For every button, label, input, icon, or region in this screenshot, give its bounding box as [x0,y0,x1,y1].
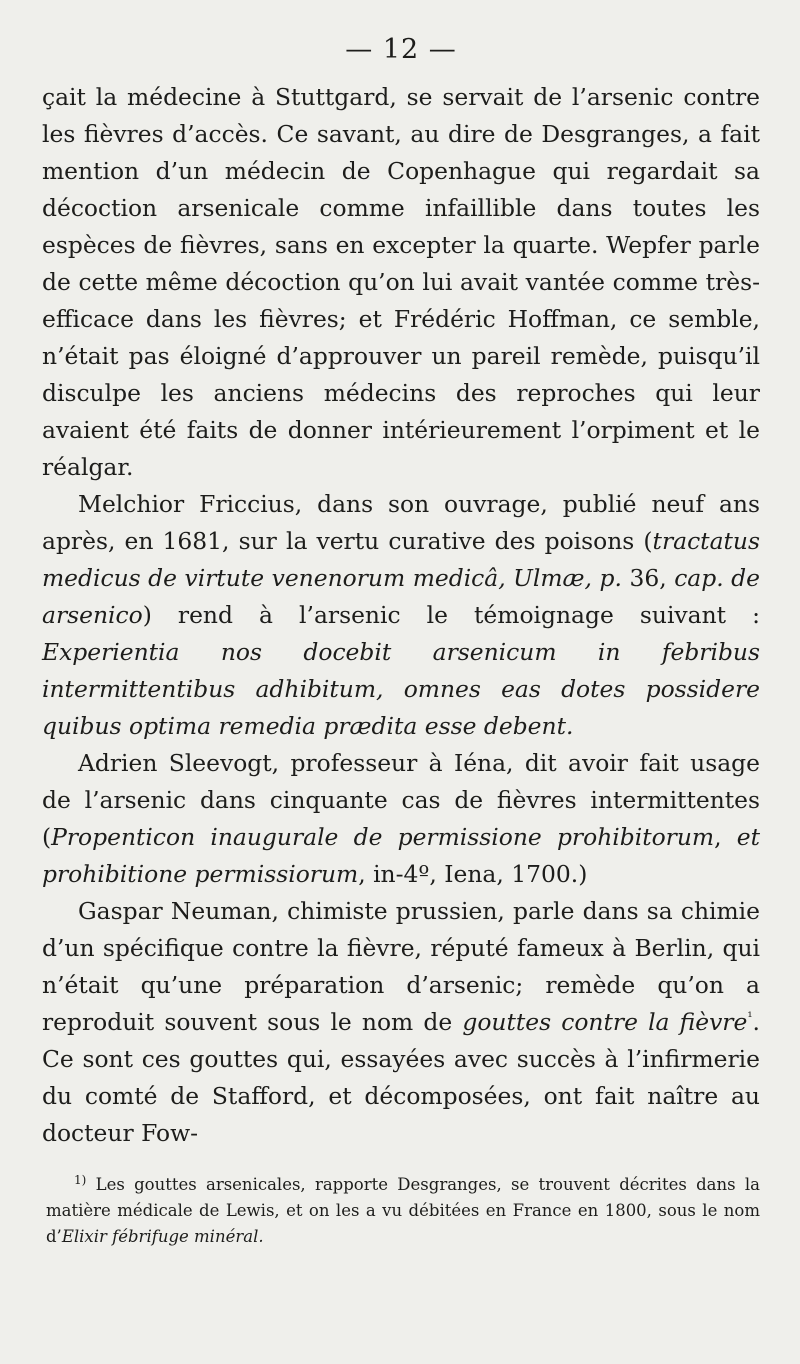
paragraph [42,893,760,1152]
italic-text: Elixir fébrifuge minéral. [61,1227,264,1246]
italic-text: Propenticon inaugurale de permissione prohibitorum [51,823,715,851]
text-segment: . Ce sont ces gouttes qui, essayées avec succès à l’infirmerie du comté de Stafford, et décomposées, ont fait naître au docteur Fow- [42,1008,760,1147]
text-segment: Gaspar Neuman, chimiste prussien, parle dans sa chimie d’un spécifique contre la fièvre, réputé fameux à Berlin, qui n’était qu’une préparation d’arsenic; remède qu’on a reproduit souvent sous le nom de [42,897,760,1036]
text-segment: , [714,823,737,851]
text-segment: çait la médecine à Stuttgard, se servait de l’arsenic contre les fièvres d’accès. Ce savant, au dire de Desgranges, a fait mention d’un médecin de Copenhague qui regardait sa décoction arsenicale comme infaillible dans toutes les espèces de fièvres, sans en excepter la quarte. Wepfer parle de cette même décoction qu’on lui avait vantée comme très-efficace dans les fièvres; et Frédéric Hoffman, ce semble, n’était pas éloigné d’approuver un pareil remède, puisqu’il disculpe les anciens médecins des reproches qui leur avaient été faits de donner intérieurement l’orpiment et le réalgar. [42,83,760,481]
italic-text: tractatus medicus de virtute venenorum medicâ, Ulmæ, p. [42,527,760,592]
page-number: — 12 — [345,34,457,65]
text-segment: Melchior Friccius, dans son ouvrage, publié neuf ans après, en 1681, sur la vertu curative des poisons ( [42,490,760,555]
text-segment: ) rend à l’arsenic le témoignage suivant : [142,601,760,629]
text-segment: , in-4º, Iena, 1700.) [358,860,588,888]
text-segment: Les gouttes arsenicales, rapporte Desgranges, se trouvent décrites dans la matière médicale de Lewis, et on les a vu débitées en France en 1800, sous le nom d’ [46,1175,760,1246]
footnote-reference: ¹ [747,1010,753,1026]
paragraph [42,486,760,745]
footnote [42,1172,760,1250]
italic-text: Experientia nos docebit arsenicum in febribus intermittentibus adhibitum, omnes eas dotes possidere quibus optima remedia prædita esse debent. [42,638,760,740]
paragraph [42,745,760,893]
italic-text: et prohibitione permissiorum [42,823,760,888]
text-segment: Adrien Sleevogt, professeur à Iéna, dit avoir fait usage de l’arsenic dans cinquante cas de fièvres intermittentes ( [42,749,760,851]
footnote-mark: 1) [74,1172,87,1187]
paragraph [42,79,760,486]
text-segment: 36, [621,564,675,592]
italic-text: gouttes contre la fièvre [462,1008,748,1036]
italic-text: cap. de arsenico [42,564,760,629]
body-text [42,79,760,1152]
